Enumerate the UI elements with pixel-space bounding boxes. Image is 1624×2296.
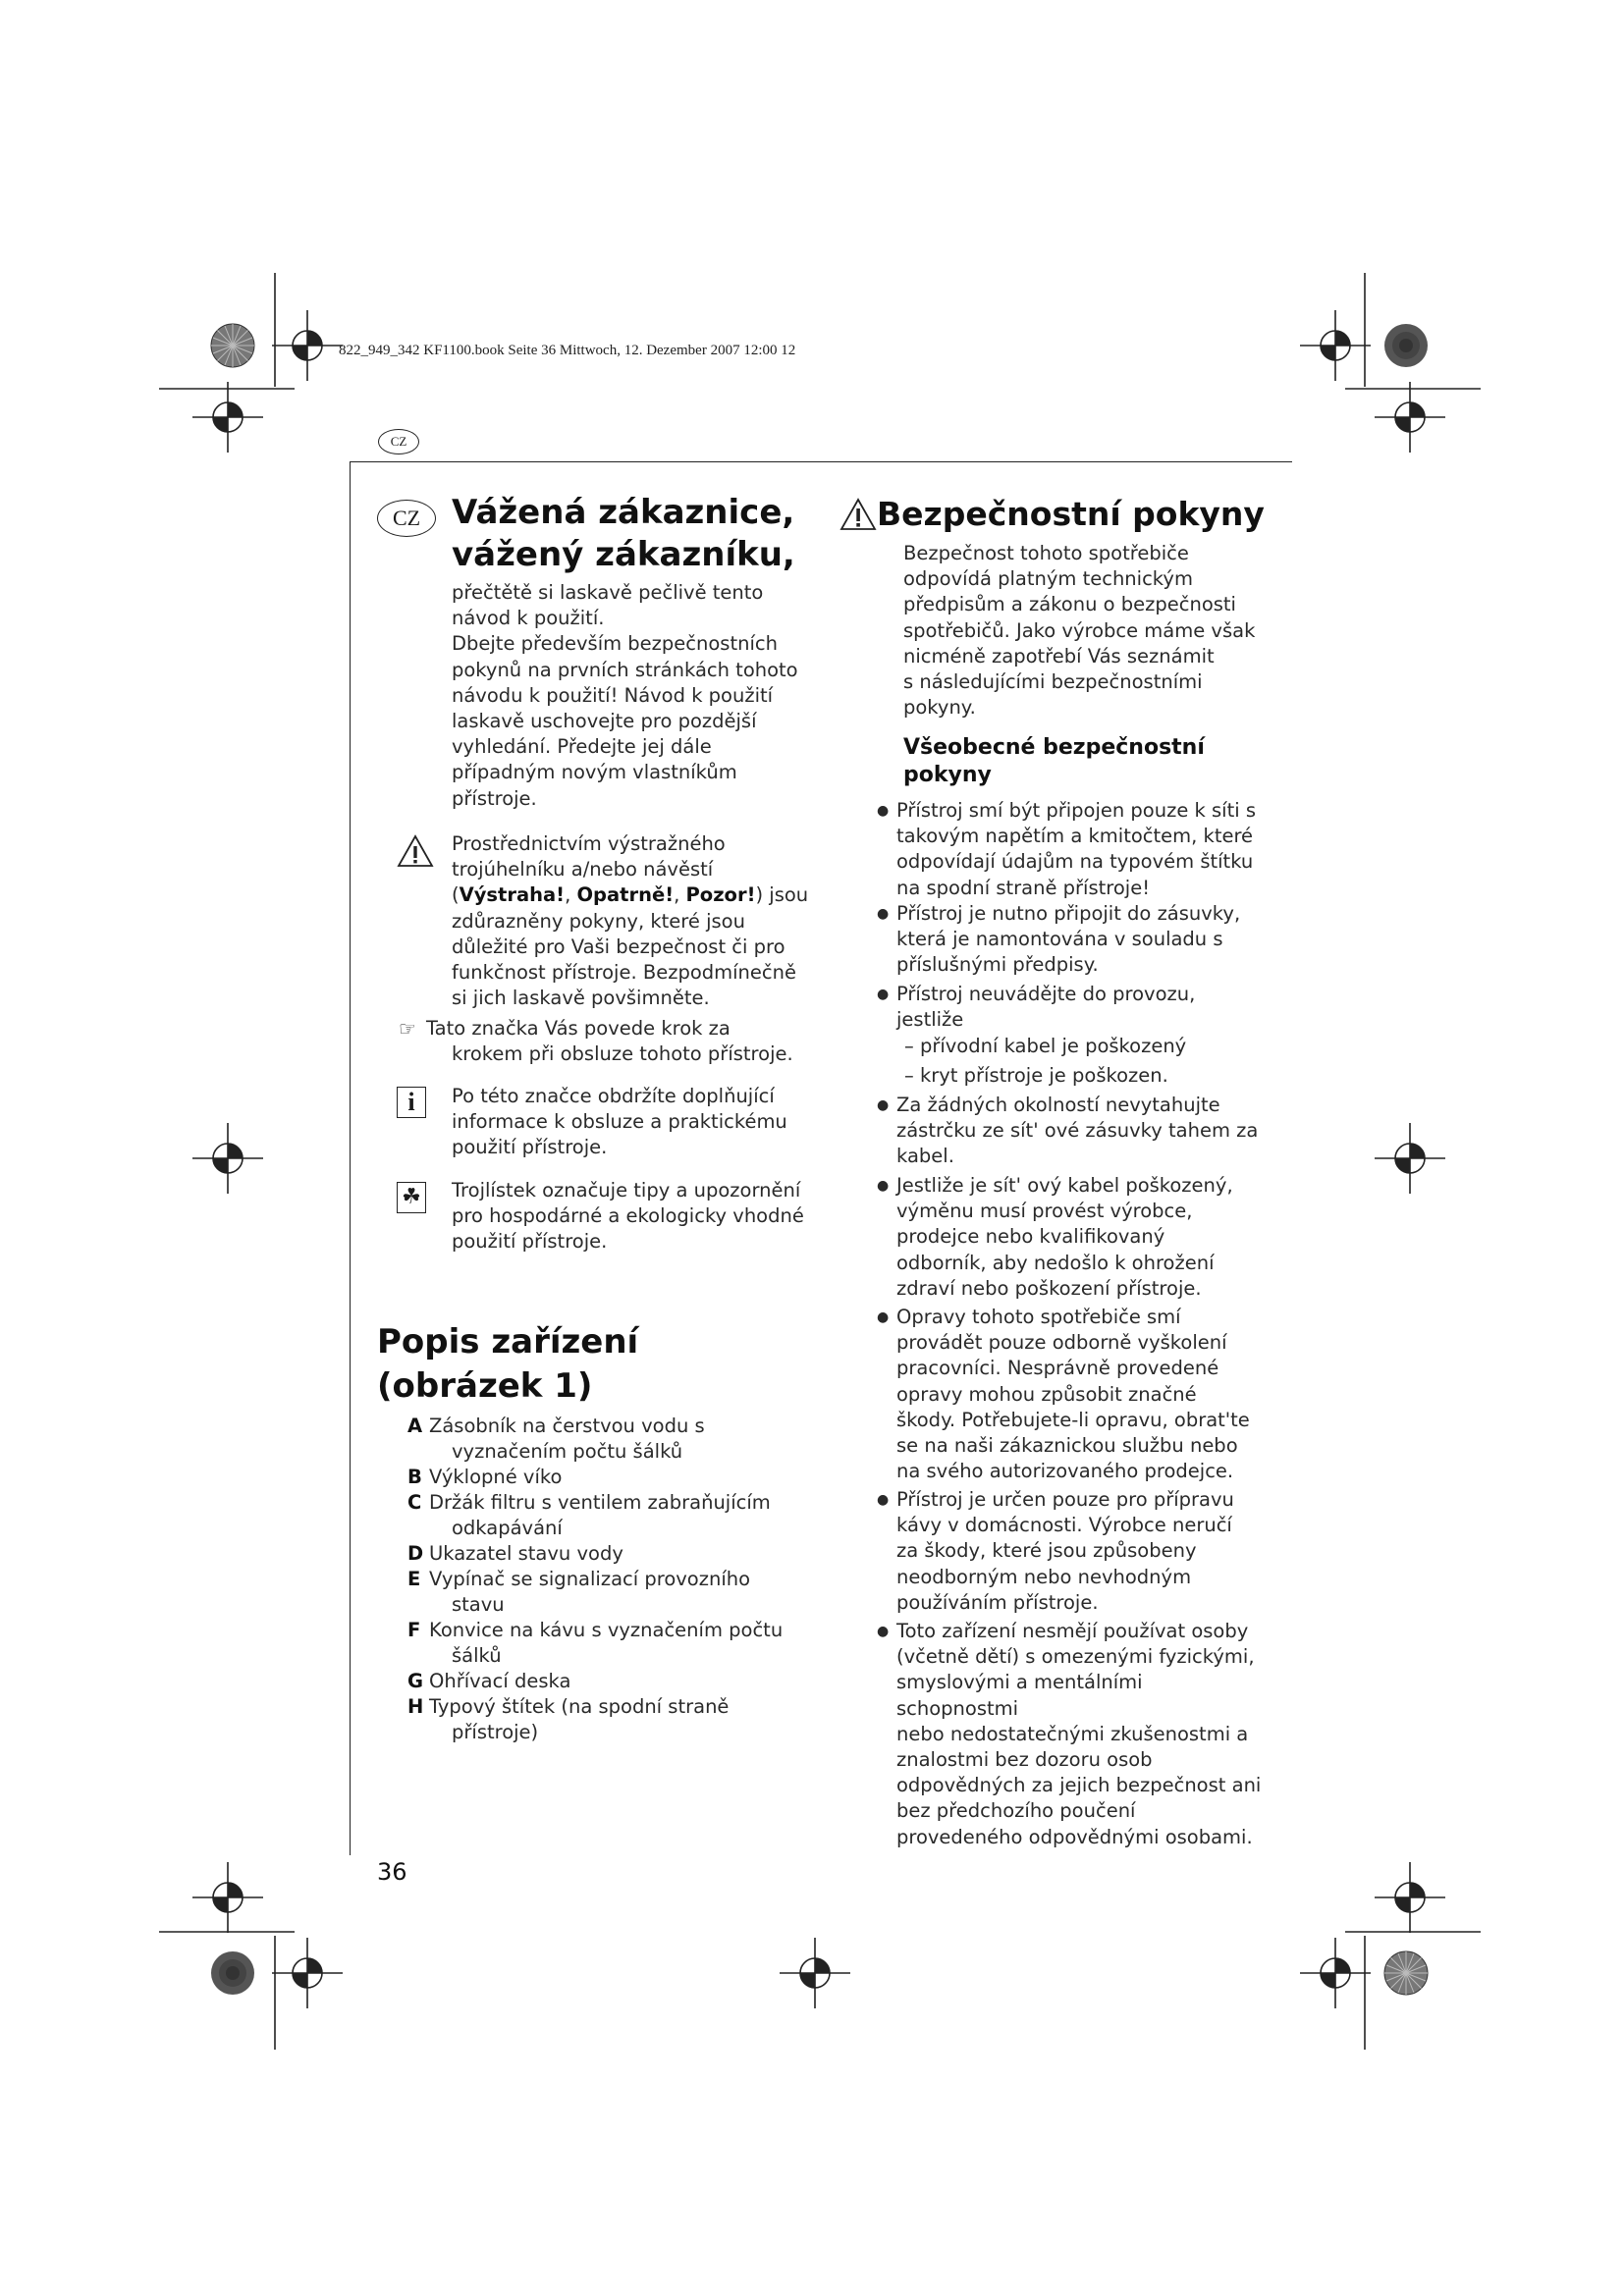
general-safety-subtitle-line1: Všeobecné bezpečnostní — [903, 735, 1205, 760]
part-item-f: F Konvice na kávu s vyznačením počtu šálků — [407, 1619, 784, 1668]
greeting-title-line1: Vážená zákaznice, — [452, 493, 795, 532]
part-item-c: C Držák filtru s ventilem zabraňujícím odkapávání — [407, 1491, 771, 1540]
pointing-hand-icon: ☞ — [399, 1017, 416, 1041]
step-symbol-text-line1: Tato značka Vás povede krok za — [426, 1017, 731, 1040]
greeting-title-line2: vážený zákazníku, — [452, 535, 795, 574]
safety-intro: Bezpečnost tohoto spotřebiče odpovídá platným technickým předpisům a zákonu o bezpečnosti spotřebičů. Jako výrobce máme však nicméně zapotřebí Vás seznámit s následujícími bezpečnostními pokyny. — [903, 542, 1256, 720]
safety-bullet-5: ● Jestliže je sít' ový kabel poškozený, výměnu musí provést výrobce, prodejce nebo kvalifikovaný odborník, aby nedošlo k ohrožení zdraví nebo poškození přístroje. — [877, 1174, 1233, 1300]
intro-paragraph: přečtětě si laskavě pečlivě tento návod k použití. Dbejte především bezpečnostních pokynů na prvních stránkách tohoto návodu k použití! Návod k použití laskavě uschovejte pro pozdější vyhledání. Předejte jej dále případným novým vlastníkům přístroje. — [452, 581, 798, 810]
part-item-d: D Ukazatel stavu vody — [407, 1542, 623, 1565]
part-item-e: E Vypínač se signalizací provozního stavu — [407, 1568, 751, 1617]
info-icon: i — [397, 1087, 426, 1118]
country-code-badge: CZ — [377, 500, 436, 537]
country-code-badge-header: CZ — [378, 429, 419, 454]
warning-triangle-icon — [397, 834, 434, 868]
warning-explanation: Prostřednictvím výstražného trojúhelníku a/nebo návěstí (Výstraha!, Opatrně!, Pozor!) jsou zdůrazněny pokyny, které jsou důležité pro Vaši bezpečnost či pro funkčnost přístroje. Bezpodmínečně si jich laskavě povšimněte. — [452, 832, 809, 1010]
info-explanation: Po této značce obdržíte doplňující informace k obsluze a praktickému použití přístroje. — [452, 1085, 787, 1159]
safety-dash-1: – přívodní kabel je poškozený — [904, 1035, 1187, 1057]
warning-triangle-title-icon — [839, 498, 877, 531]
safety-title: Bezpečnostní pokyny — [877, 495, 1265, 533]
step-symbol-text-line2: krokem při obsluze tohoto přístroje. — [452, 1042, 793, 1065]
page-number: 36 — [377, 1858, 407, 1886]
safety-bullet-4: ● Za žádných okolností nevytahujte zástrčku ze sít' ové zásuvky tahem za kabel. — [877, 1094, 1259, 1168]
page-left-rule — [350, 461, 351, 1855]
safety-bullet-2: ● Přístroj je nutno připojit do zásuvky, která je namontována v souladu s příslušnými předpisy. — [877, 902, 1241, 977]
eco-clover-icon: ☘ — [397, 1182, 426, 1213]
device-description-title-line2: (obrázek 1) — [377, 1366, 593, 1406]
device-description-title-line1: Popis zařízení — [377, 1322, 639, 1362]
print-slug-line: 822_949_342 KF1100.book Seite 36 Mittwoch, 12. Dezember 2007 12:00 12 — [339, 343, 796, 358]
part-item-g: G Ohřívací deska — [407, 1670, 571, 1692]
safety-bullet-7: ● Přístroj je určen pouze pro přípravu kávy v domácnosti. Výrobce neručí za škody, které jsou způsobeny neodborným nebo nevhodným používáním přístroje. — [877, 1488, 1234, 1614]
safety-bullet-8: ● Toto zařízení nesmějí používat osoby (včetně dětí) s omezenými fyzickými, smyslovými a mentálními schopnostmi nebo nedostatečnými zkušenostmi a znalostmi bez dozoru osob odpovědných za jejich bezpečnost ani bez předchozího poučení provedeného odpovědnými osobami. — [877, 1620, 1262, 1848]
eco-explanation: Trojlístek označuje tipy a upozornění pro hospodárné a ekologicky vhodné použití přístroje. — [452, 1179, 804, 1254]
header-rule — [350, 461, 1292, 462]
safety-bullet-1: ● Přístroj smí být připojen pouze k síti s takovým napětím a kmitočtem, které odpovídají údajům na typovém štítku na spodní straně přístroje! — [877, 799, 1257, 899]
safety-bullet-6: ● Opravy tohoto spotřebiče smí provádět pouze odborně vyškolení pracovníci. Nesprávně provedené opravy mohou způsobit značné škody. Potřebujete-li opravu, obrat'te se na naši zákaznickou službu nebo na svého autorizovaného prodejce. — [877, 1306, 1250, 1483]
part-item-a: A Zásobník na čerstvou vodu s vyznačením počtu šálků — [407, 1415, 705, 1464]
safety-dash-2: – kryt přístroje je poškozen. — [904, 1064, 1168, 1087]
general-safety-subtitle-line2: pokyny — [903, 763, 992, 787]
part-item-b: B Výklopné víko — [407, 1466, 563, 1488]
safety-bullet-3: ● Přístroj neuvádějte do provozu, jestliže — [877, 983, 1196, 1032]
part-item-h: H Typový štítek (na spodní straně přístroje) — [407, 1695, 730, 1744]
